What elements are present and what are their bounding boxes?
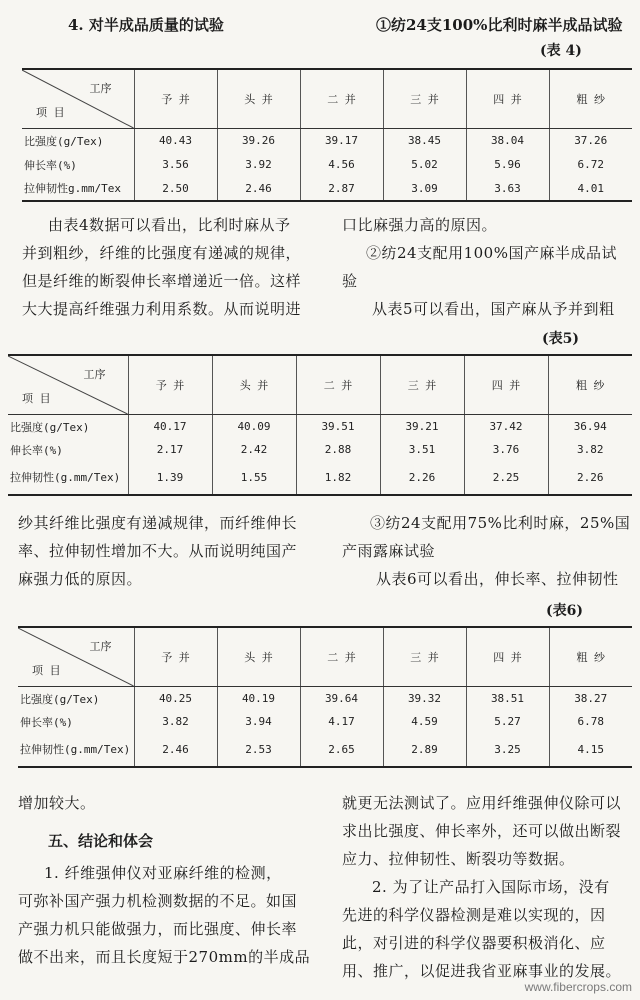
- table-cell: 3.56: [134, 153, 217, 177]
- table-row: [22, 153, 632, 177]
- table-cell: 3.92: [217, 153, 300, 177]
- table-cell: 37.26: [549, 129, 632, 153]
- row-label: 拉伸韧性g.mm/Tex: [24, 182, 121, 195]
- paragraph-line: 求出比强度、伸长率外，还可以做出断裂: [342, 822, 622, 840]
- table4-col-header: 予 并: [134, 69, 217, 129]
- table-cell: 1.39: [128, 461, 212, 495]
- table6: [18, 626, 632, 768]
- table4-col-header: 四 并: [466, 69, 549, 129]
- table4-col-header: 二 并: [300, 69, 383, 129]
- row-label: 比强度(g/Tex): [20, 692, 100, 706]
- paragraph-line: 从表5可以看出，国产麻从予并到粗: [372, 300, 615, 318]
- table6-col-header: 予 并: [134, 627, 217, 687]
- table-cell: 38.27: [549, 687, 632, 711]
- table5-col-header: 予 并: [128, 355, 212, 415]
- table-cell: 3.82: [548, 439, 632, 461]
- table5-col-header: 二 并: [296, 355, 380, 415]
- table-cell: 38.51: [466, 687, 549, 711]
- table-row: [18, 711, 632, 733]
- paragraph-line: 2. 为了让产品打入国际市场，没有: [372, 878, 610, 896]
- experiment2-title: ②纺24支配用100%国产麻半成品试: [366, 244, 617, 262]
- table-cell: 4.56: [300, 153, 383, 177]
- table6-col-header: 四 并: [466, 627, 549, 687]
- table-cell: 3.63: [466, 177, 549, 201]
- table4-col-header: 头 并: [217, 69, 300, 129]
- paragraph-line: 从表6可以看出，伸长率、拉伸韧性: [376, 570, 619, 588]
- table-cell: 36.94: [548, 415, 632, 439]
- experiment3-title: ③纺24支配用75%比利时麻，25%国: [370, 514, 631, 532]
- table-cell: 3.51: [380, 439, 464, 461]
- row-label: 伸长率(%): [24, 158, 77, 172]
- table-cell: 39.64: [300, 687, 383, 711]
- table5-col-header: 四 并: [464, 355, 548, 415]
- table-cell: 3.76: [464, 439, 548, 461]
- table6-header-corner: [18, 627, 134, 687]
- paragraph-line: 产强力机只能做强力，而比强度、伸长率: [18, 920, 298, 938]
- table4-header-corner: [22, 69, 134, 129]
- table-cell: 2.87: [300, 177, 383, 201]
- table-cell: 1.82: [296, 461, 380, 495]
- section5-heading: 五、结论和体会: [48, 832, 154, 850]
- row-label: 伸长率(%): [10, 443, 63, 457]
- table-cell: 6.78: [549, 711, 632, 733]
- table-cell: 39.26: [217, 129, 300, 153]
- row-label: 比强度(g/Tex): [24, 134, 104, 148]
- table-cell: 5.96: [466, 153, 549, 177]
- table-cell: 38.45: [383, 129, 466, 153]
- table-cell: 40.17: [128, 415, 212, 439]
- table-cell: 2.88: [296, 439, 380, 461]
- table-cell: 40.43: [134, 129, 217, 153]
- table5-col-header: 粗 纱: [548, 355, 632, 415]
- table-cell: 6.72: [549, 153, 632, 177]
- paragraph-line: 麻强力低的原因。: [18, 570, 143, 588]
- table-cell: 1.55: [212, 461, 296, 495]
- table4-header-process: 工序: [89, 82, 112, 95]
- row-label: 比强度(g/Tex): [10, 420, 90, 434]
- table-cell: 2.17: [128, 439, 212, 461]
- paragraph-line: 率、拉伸韧性增加不大。从而说明纯国产: [18, 542, 298, 560]
- table-cell: 39.17: [300, 129, 383, 153]
- table-row: [8, 439, 632, 461]
- table5-col-header: 头 并: [212, 355, 296, 415]
- table-cell: 2.53: [217, 733, 300, 767]
- row-label: 拉伸韧性(g.mm/Tex): [20, 742, 131, 756]
- table-cell: 40.19: [217, 687, 300, 711]
- table6-header-process: 工序: [89, 640, 112, 653]
- paragraph-line: 此，对引进的科学仪器要积极消化、应: [342, 934, 606, 952]
- table-row: [18, 687, 632, 711]
- table-cell: 3.82: [134, 711, 217, 733]
- table-cell: 2.46: [134, 733, 217, 767]
- paragraph-line: 先进的科学仪器检测是难以实现的，因: [342, 906, 606, 924]
- table5-header-process: 工序: [83, 368, 106, 381]
- table5-caption: (表5): [542, 331, 579, 347]
- table4-caption: (表 4): [540, 43, 582, 59]
- table-cell: 4.17: [300, 711, 383, 733]
- table-cell: 2.50: [134, 177, 217, 201]
- paragraph-line: 可弥补国产强力机检测数据的不足。如国: [18, 892, 298, 910]
- table4-col-header: 粗 纱: [549, 69, 632, 129]
- table6-col-header: 二 并: [300, 627, 383, 687]
- table-row: [18, 733, 632, 767]
- table6-col-header: 三 并: [383, 627, 466, 687]
- table6-col-header: 粗 纱: [549, 627, 632, 687]
- paragraph-line: 大大提高纤维强力利用系数。从而说明进: [22, 300, 302, 318]
- table4-col-header: 三 并: [383, 69, 466, 129]
- table-row: [8, 415, 632, 439]
- table-cell: 37.42: [464, 415, 548, 439]
- table-cell: 4.15: [549, 733, 632, 767]
- table-cell: 2.65: [300, 733, 383, 767]
- table5-header-corner: [8, 355, 128, 415]
- table5-header-item: 项 目: [22, 392, 51, 405]
- table-cell: 5.27: [466, 711, 549, 733]
- table6-header-item: 项 目: [32, 664, 61, 677]
- paragraph-line: 做不出来，而且长度短于270mm的半成品: [18, 948, 311, 966]
- experiment1-title: ①纺24支100%比利时麻半成品试验: [376, 16, 623, 34]
- watermark: www.fibercrops.com: [524, 980, 632, 994]
- paragraph-line: 1. 纤维强伸仪对亚麻纤维的检测，: [44, 864, 282, 882]
- paragraph-line: 就更无法测试了。应用纤维强伸仪除可以: [342, 794, 622, 812]
- table-cell: 3.09: [383, 177, 466, 201]
- table-cell: 2.25: [464, 461, 548, 495]
- table5-col-header: 三 并: [380, 355, 464, 415]
- table-cell: 40.09: [212, 415, 296, 439]
- table-cell: 4.59: [383, 711, 466, 733]
- table-cell: 40.25: [134, 687, 217, 711]
- table-cell: 5.02: [383, 153, 466, 177]
- table-row: [22, 177, 632, 201]
- row-label: 伸长率(%): [20, 715, 73, 729]
- section4-heading: 4. 对半成品质量的试验: [68, 16, 224, 34]
- table-cell: 39.51: [296, 415, 380, 439]
- paragraph-line: 验: [342, 272, 358, 290]
- paragraph-line: 口比麻强力高的原因。: [342, 216, 498, 234]
- table-cell: 4.01: [549, 177, 632, 201]
- table-cell: 39.32: [383, 687, 466, 711]
- table4: [22, 68, 632, 202]
- table6-col-header: 头 并: [217, 627, 300, 687]
- table6-caption: (表6): [546, 603, 583, 619]
- paragraph-line: 用、推广，以促进我省亚麻事业的发展。: [342, 962, 622, 980]
- table-cell: 2.26: [380, 461, 464, 495]
- paragraph-line: 增加较大。: [18, 794, 96, 812]
- paragraph-line: 产雨露麻试验: [342, 542, 436, 560]
- paragraph-line: 应力、拉伸韧性、断裂功等数据。: [342, 850, 575, 868]
- table-cell: 38.04: [466, 129, 549, 153]
- table-cell: 3.25: [466, 733, 549, 767]
- table-cell: 2.89: [383, 733, 466, 767]
- table-cell: 2.46: [217, 177, 300, 201]
- table-cell: 3.94: [217, 711, 300, 733]
- table-cell: 2.26: [548, 461, 632, 495]
- table5: [8, 354, 632, 496]
- table-row: [8, 461, 632, 495]
- table-cell: 39.21: [380, 415, 464, 439]
- row-label: 拉伸韧性(g.mm/Tex): [10, 470, 121, 484]
- paragraph-line: 并到粗纱，纤维的比强度有递减的规律，: [22, 244, 302, 262]
- paragraph-line: 但是纤维的断裂伸长率增递近一倍。这样: [22, 272, 302, 290]
- table-row: [22, 129, 632, 153]
- paragraph-line: 纱其纤维比强度有递减规律，而纤维伸长: [18, 514, 298, 532]
- table4-header-item: 项 目: [36, 106, 65, 119]
- paragraph-line: 由表4数据可以看出，比利时麻从予: [48, 216, 291, 234]
- table-cell: 2.42: [212, 439, 296, 461]
